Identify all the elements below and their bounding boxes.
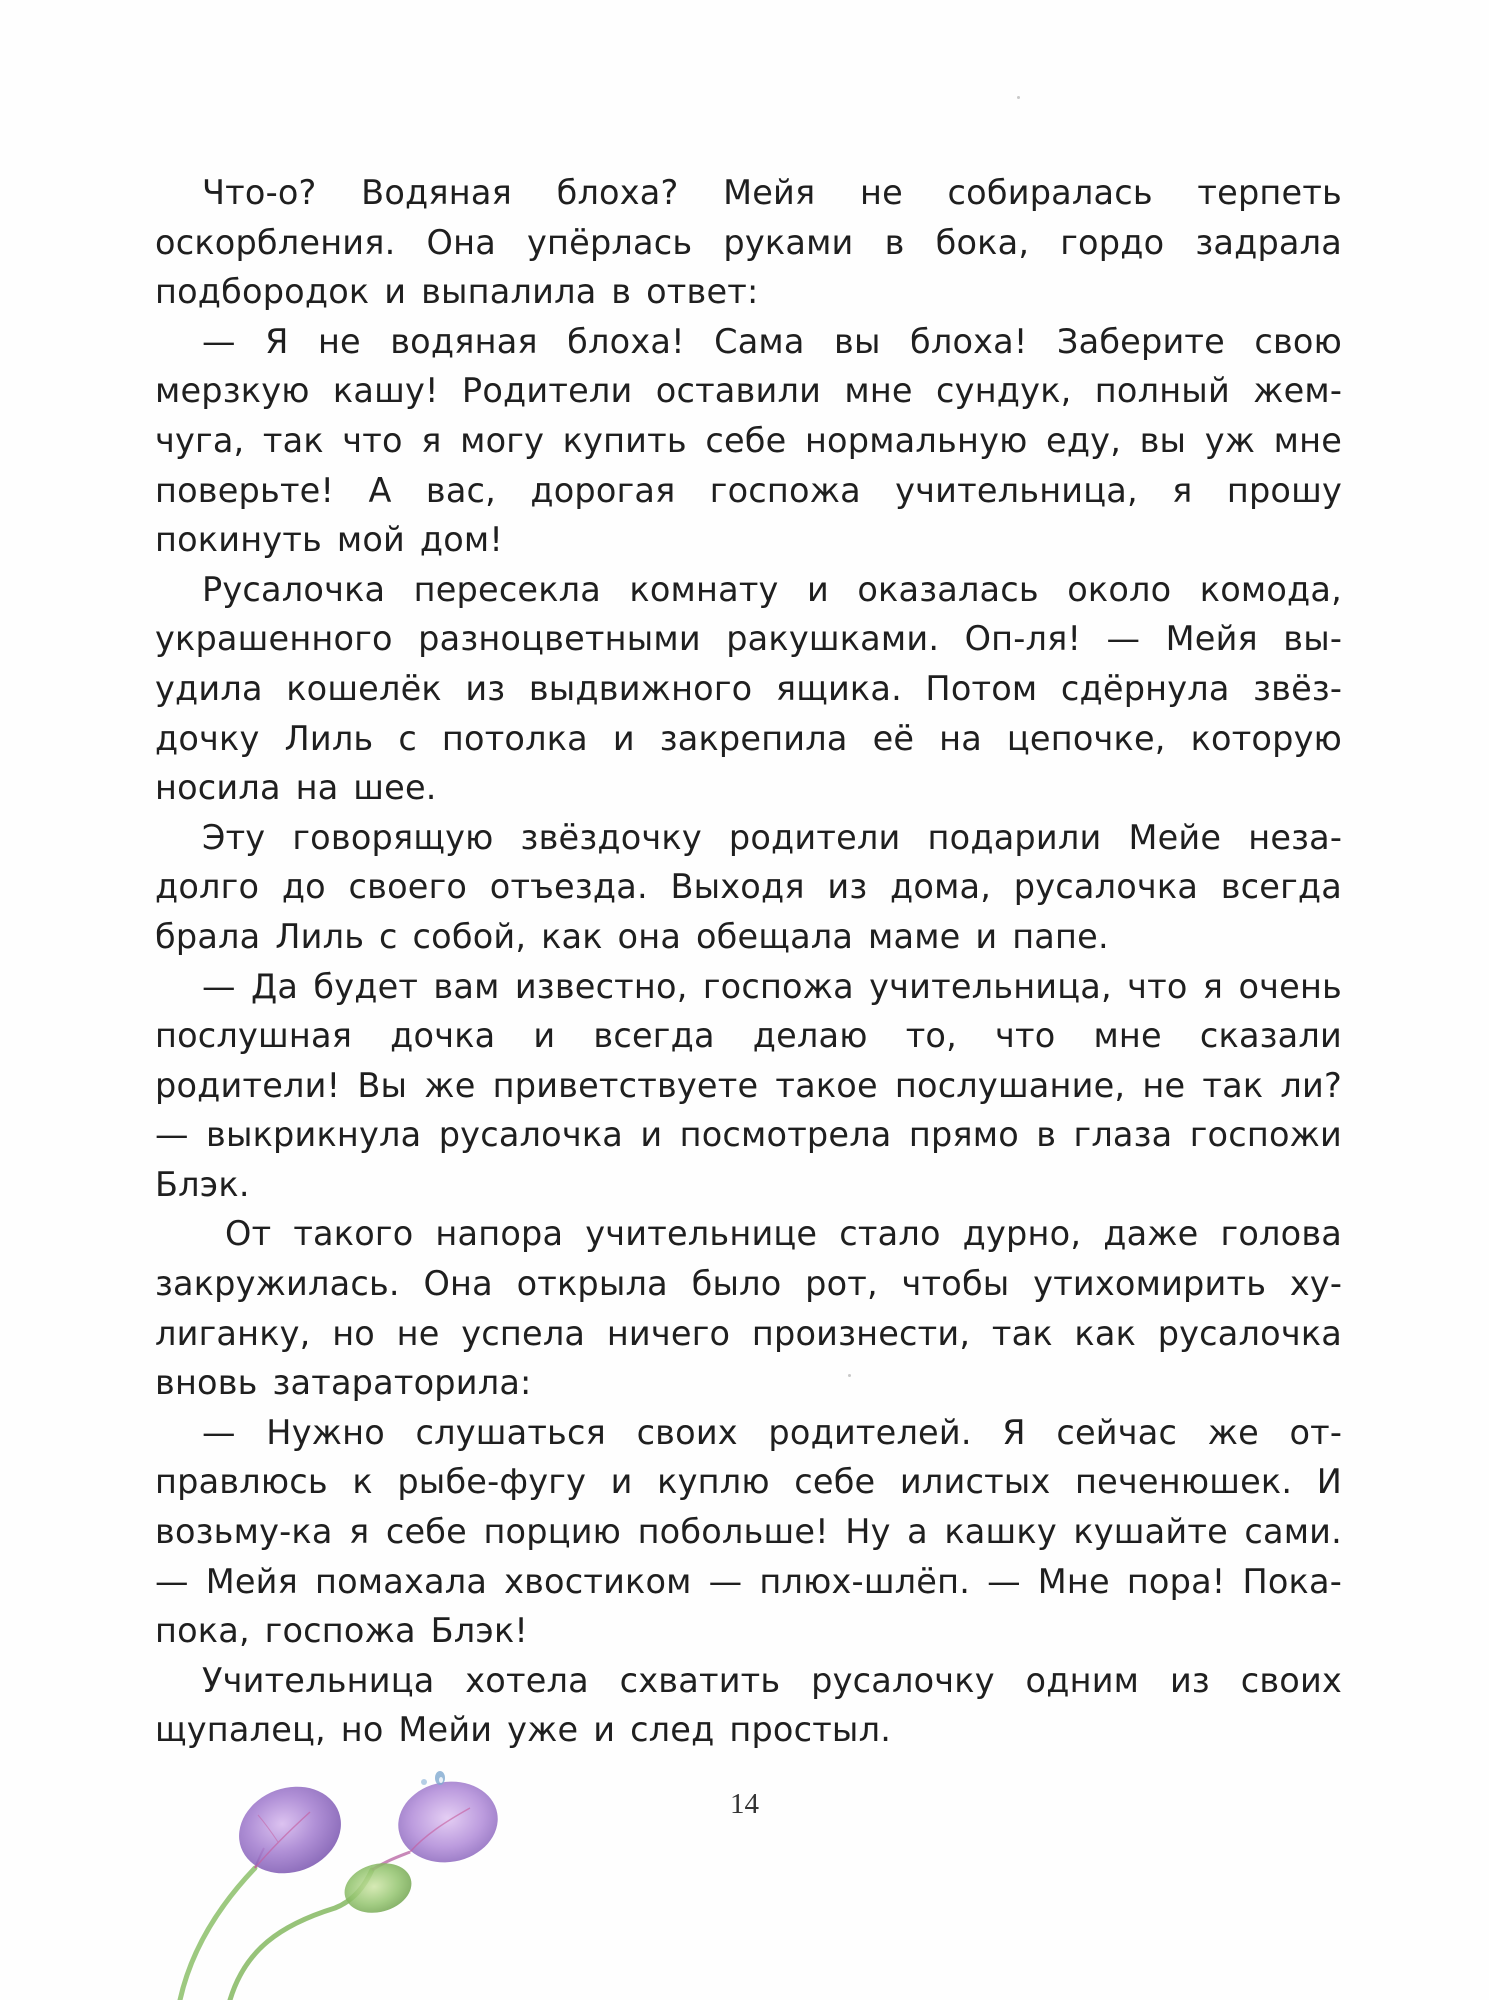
paragraph-6: От такого напора учительнице стало дурно, даже голова закружилась. Она открыла было рот, чтобы утихомирить хулиганку, но не успела ничего произнести, так как русалочка вновь затараторила: <box>155 1214 1342 1403</box>
stem-left <box>180 1868 255 2000</box>
paragraph-4: Эту говорящую звёздочку родители подарили Мейе незадолго до своего отъезда. Выходя из дома, русалочка всегда брала Лиль с собой, как она обещала маме и папе. <box>155 817 1342 956</box>
paragraph-8: Учительница хотела схватить русалочку одним из своих щупалец, но Мейи уже и след простыл. <box>155 1660 1342 1750</box>
paragraph-1: Что-о? Водяная блоха? Мейя не собиралась терпеть оскорбления. Она упёрлась руками в бока, гордо задрала подбородок и выпалила в ответ: <box>155 173 1342 312</box>
body-text <box>155 168 1342 1755</box>
paper-speck <box>1017 96 1020 99</box>
paper-speck <box>848 1374 851 1377</box>
paragraph-2: — Я не водяная блоха! Сама вы блоха! Заберите свою мерзкую кашу! Родители оставили мне сундук, полный жемчуга, так что я могу купить себе нормальную еду, вы уж мне поверьте! А вас, дорогая госпожа учительница, я прошу покинуть мой дом! <box>155 321 1342 560</box>
droplet-3 <box>421 1779 427 1785</box>
sprout-illustration <box>160 1760 520 2000</box>
page-number: 14 <box>730 1788 759 1820</box>
leaf-green <box>339 1856 417 1920</box>
paragraph-3: Русалочка пересекла комнату и оказалась около комода, украшенного разноцветными ракушками. Оп-ля! — Мейя выудила кошелёк из выдвижного ящика. Потом сдёрнула звёздочку Лиль с потолка и закрепила её на цепочке, которую носила на шее. <box>155 569 1342 808</box>
paragraph-5: — Да будет вам известно, госпожа учительница, что я очень послушная дочка и всегда делаю то, что мне сказали родители! Вы же приветствуете такое послушание, не так ли? — выкрикнула русалочка и посмотрела прямо в глаза госпожи Блэк. <box>155 966 1342 1204</box>
paragraph-7: — Нужно слушаться своих родителей. Я сейчас же отправлюсь к рыбе-фугу и куплю себе илистых печенюшек. И возьму-ка я себе порцию побольше! Ну а кашку кушайте сами. — Мейя помахала хвостиком — плюх-шлёп. — Мне пора! Пока-пока, госпожа Блэк! <box>155 1412 1342 1651</box>
droplet-2 <box>439 1777 443 1783</box>
